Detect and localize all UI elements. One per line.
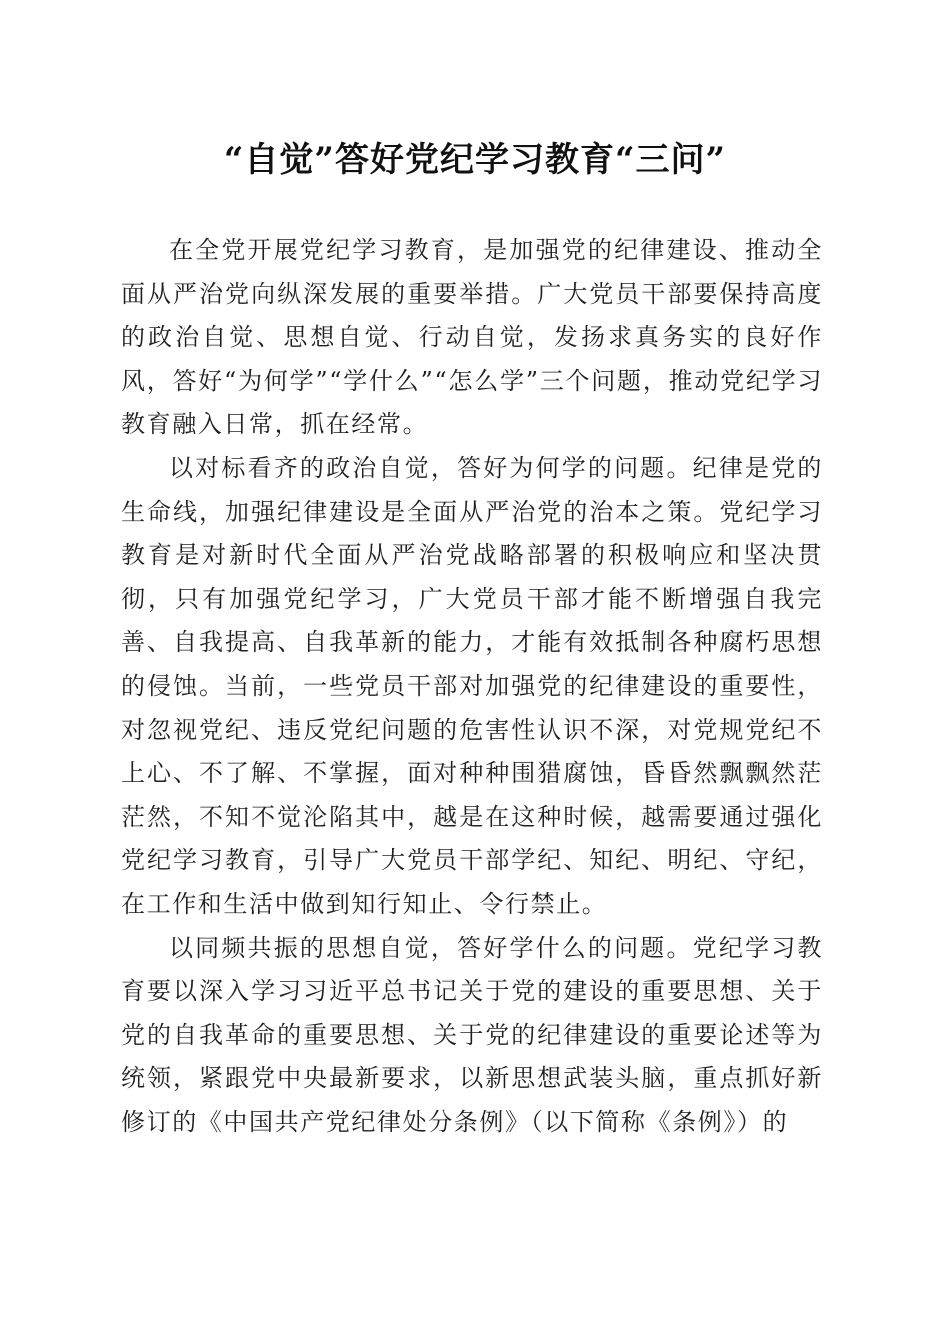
paragraph-why-learn: 以对标看齐的政治自觉，答好为何学的问题。纪律是党的生命线，加强纪律建设是全面从严治党的治本之策。党纪学习教育是对新时代全面从严治党战略部署的积极响应和坚决贯彻，只有加强党纪学习，广大党员干部才能不断增强自我完善、自我提高、自我革新的能力，才能有效抵制各种腐朽思想的侵蚀。当前，一些党员干部对加强党的纪律建设的重要性，对忽视党纪、违反党纪问题的危害性认识不深，对党规党纪不上心、不了解、不掌握，面对种种围猎腐蚀，昏昏然飘飘然茫茫然，不知不觉沦陷其中，越是在这种时候，越需要通过强化党纪学习教育，引导广大党员干部学纪、知纪、明纪、守纪，在工作和生活中做到知行知止、令行禁止。 [121, 453, 823, 918]
paragraph-what-to-learn: 以同频共振的思想自觉，答好学什么的问题。党纪学习教育要以深入学习习近平总书记关于党的建设的重要思想、关于党的自我革命的重要思想、关于党的纪律建设的重要论述等为统领，紧跟党中央最新要求，以新思想武装头脑，重点抓好新修订的《中国共产党纪律处分条例》（以下简称《条例》）的 [121, 933, 823, 1136]
paragraph-intro: 在全党开展党纪学习教育，是加强党的纪律建设、推动全面从严治党向纵深发展的重要举措。广大党员干部要保持高度的政治自觉、思想自觉、行动自觉，发扬求真务实的良好作风，答好“为何学”“学什么”“怎么学”三个问题，推动党纪学习教育融入日常，抓在经常。 [121, 236, 823, 439]
document-title: “自觉”答好党纪学习教育“三问” [223, 140, 727, 180]
document-body [121, 229, 823, 1144]
